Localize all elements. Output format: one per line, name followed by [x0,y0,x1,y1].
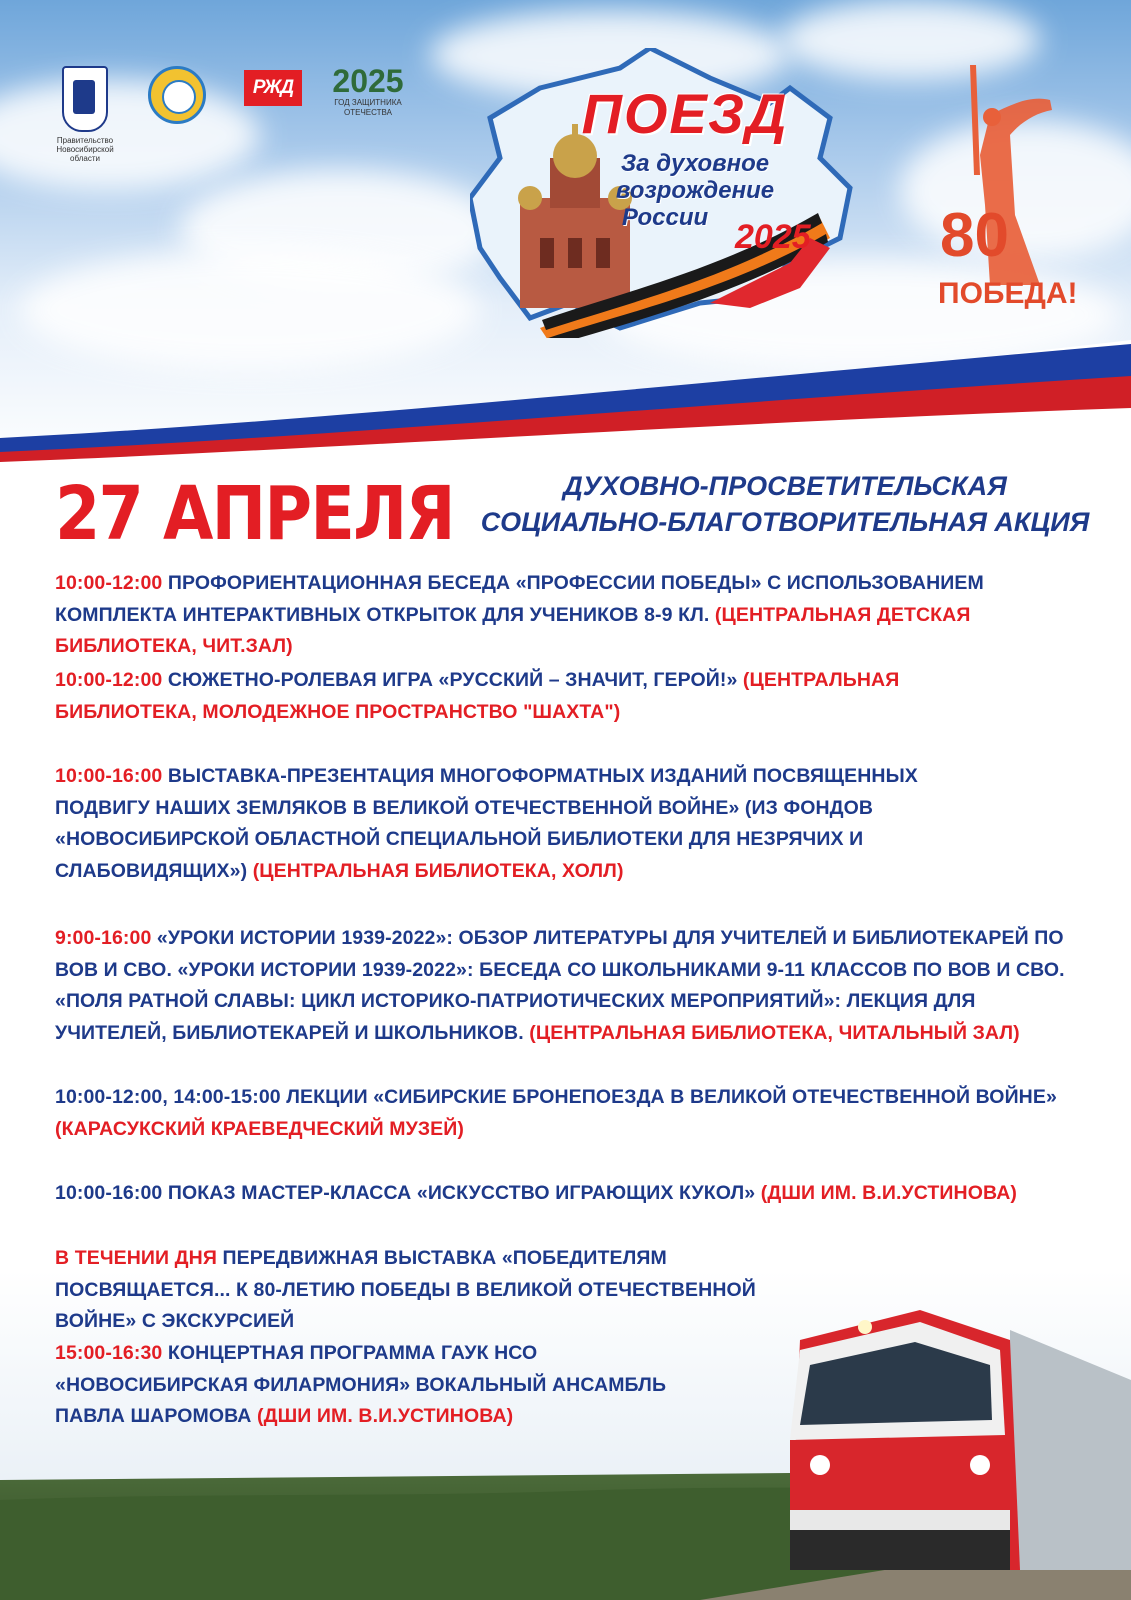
headline-line: СОЦИАЛЬНО-БЛАГОТВОРИТЕЛЬНАЯ АКЦИЯ [480,507,1090,537]
year-caption: ГОД ЗАЩИТНИКА ОТЕЧЕСТВА [334,98,402,117]
event-time: 10:00-12:00 [55,572,163,594]
event-text: КОНЦЕРТНАЯ ПРОГРАММА ГАУК НСО «НОВОСИБИРСКАЯ ФИЛАРМОНИЯ» ВОКАЛЬНЫЙ АНСАМБЛЬ ПАВЛА ШАРОМОВА [55,1342,667,1427]
event-item [55,568,1085,663]
event-date: 27 АПРЕЛЯ [55,471,454,557]
event-location: (ЦЕНТРАЛЬНАЯ БИБЛИОТЕКА, МОЛОДЕЖНОЕ ПРОСТРАНСТВО "ШАХТА") [55,669,900,723]
event-item [55,1243,775,1338]
event-item [55,1082,1085,1145]
headline [470,468,1100,540]
victory-word: ПОБЕДА! [938,277,1078,310]
event-item [55,1338,695,1433]
event-text: ВЫСТАВКА-ПРЕЗЕНТАЦИЯ МНОГОФОРМАТНЫХ ИЗДАНИЙ ПОСВЯЩЕННЫХ ПОДВИГУ НАШИХ ЗЕМЛЯКОВ В ВЕЛИКОЙ ОТЕЧЕСТВЕННОЙ ВОЙНЕ» (ИЗ ФОНДОВ «НОВОСИБИРСКОЙ ОБЛАСТНОЙ СПЕЦИАЛЬНОЙ БИБЛИОТЕКИ ДЛЯ НЕЗРЯЧИХ И СЛАБОВИДЯЩИХ») [55,765,918,882]
year-label: 2025 [332,63,404,99]
event-time: 10:00-16:00 [55,765,163,787]
brand-title: ПОЕЗД [581,82,789,145]
event-location: (ЦЕНТРАЛЬНАЯ БИБЛИОТЕКА, ХОЛЛ) [252,859,624,882]
event-location: (ДШИ ИМ. В.И.УСТИНОВА) [760,1182,1017,1204]
event-item [55,761,975,887]
event-text: 10:00-16:00 ПОКАЗ МАСТЕР-КЛАССА «ИСКУССТВО ИГРАЮЩИХ КУКОЛ» [55,1182,761,1204]
event-time: 9:00-16:00 [55,927,152,949]
headline-line: ДУХОВНО-ПРОСВЕТИТЕЛЬСКАЯ [563,471,1007,501]
flag-wave [0,330,1131,490]
event-time: 10:00-12:00 [55,669,163,691]
event-time: 15:00-16:30 [55,1342,163,1364]
government-logo [55,66,115,163]
rzd-logo: РЖД [244,70,302,106]
event-location: (ДШИ ИМ. В.И.УСТИНОВА) [257,1405,514,1427]
year-of-defender-logo [330,64,406,118]
event-location: (ЦЕНТРАЛЬНАЯ ДЕТСКАЯ БИБЛИОТЕКА, ЧИТ.ЗАЛ) [55,603,971,657]
brand-subtitle-line: возрождение [615,177,775,204]
event-text: ПЕРЕДВИЖНАЯ ВЫСТАВКА «ПОБЕДИТЕЛЯМ ПОСВЯЩАЕТСЯ... К 80-ЛЕТИЮ ПОБЕДЫ В ВЕЛИКОЙ ОТЕЧЕСТВЕННОЙ ВОЙНЕ» С ЭКСКУРСИЕЙ [55,1247,756,1332]
event-item [55,1178,1085,1210]
victory-number: 80 [940,201,1009,270]
event-location: (ЦЕНТРАЛЬНАЯ БИБЛИОТЕКА, ЧИТАЛЬНЫЙ ЗАЛ) [529,1021,1020,1044]
event-text: ПРОФОРИЕНТАЦИОННАЯ БЕСЕДА «ПРОФЕССИИ ПОБЕДЫ» С ИСПОЛЬЗОВАНИЕМ КОМПЛЕКТА ИНТЕРАКТИВНЫХ ОТКРЫТОК ДЛЯ УЧЕНИКОВ 8-9 КЛ. [55,572,984,626]
government-caption: Правительство Новосибирской области [56,136,114,163]
brand-year: 2025 [735,218,811,256]
event-time: В ТЕЧЕНИИ ДНЯ [55,1247,217,1269]
event-text: «УРОКИ ИСТОРИИ 1939-2022»: ОБЗОР ЛИТЕРАТУРЫ ДЛЯ УЧИТЕЛЕЙ И БИБЛИОТЕКАРЕЙ ПО ВОВ И СВО. «УРОКИ ИСТОРИИ 1939-2022»: БЕСЕДА СО ШКОЛЬНИКАМИ 9-11 КЛАССОВ ПО ВОВ И СВО. «ПОЛЯ РАТНОЙ СЛАВЫ: ЦИКЛ ИСТОРИКО-ПАТРИОТИЧЕСКИХ МЕРОПРИЯТИЙ»: ЛЕКЦИЯ ДЛЯ УЧИТЕЛЕЙ, БИБЛИОТЕКАРЕЙ И ШКОЛЬНИКОВ. [55,927,1065,1044]
event-text: СЮЖЕТНО-РОЛЕВАЯ ИГРА «РУССКИЙ – ЗНАЧИТ, ГЕРОЙ!» [162,669,743,691]
diocese-emblem-icon [148,66,206,124]
event-item [55,923,1085,1049]
event-item [55,665,985,728]
event-location: (КАРАСУКСКИЙ КРАЕВЕДЧЕСКИЙ МУЗЕЙ) [55,1117,464,1140]
motherland-statue-icon [930,55,1080,315]
brand-subtitle-line: За духовное [620,150,770,177]
event-text: 10:00-12:00, 14:00-15:00 ЛЕКЦИИ «СИБИРСКИЕ БРОНЕПОЕЗДА В ВЕЛИКОЙ ОТЕЧЕСТВЕННОЙ ВОЙНЕ» [55,1086,1057,1108]
brand-subtitle-line: России [621,204,709,231]
coat-of-arms-icon [62,66,108,132]
